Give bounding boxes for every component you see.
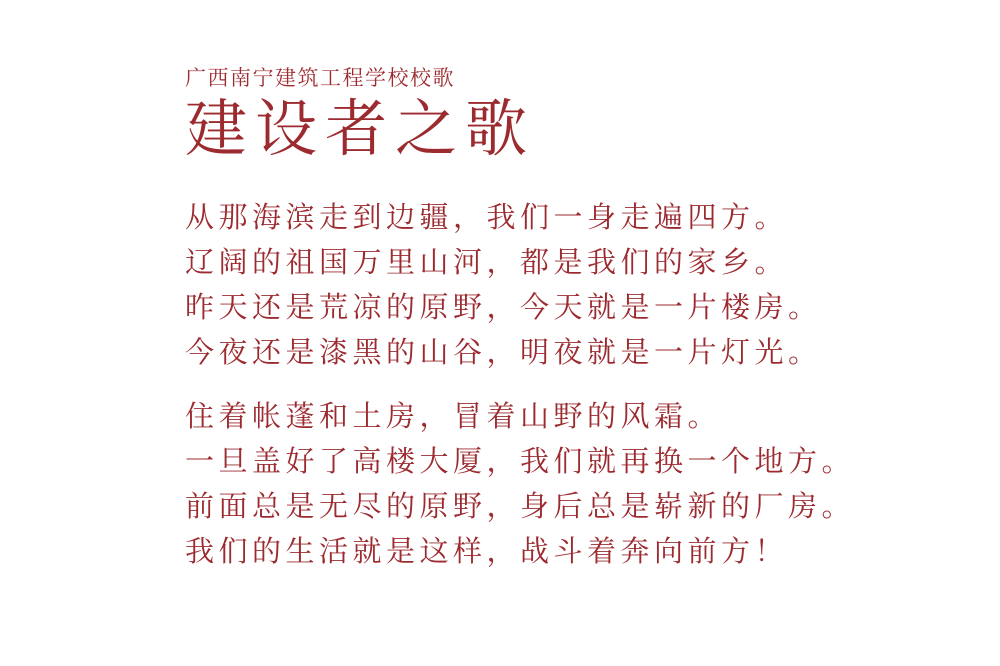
poem-document bbox=[185, 64, 855, 575]
poem-line: 前面总是无尽的原野，身后总是崭新的厂房。 bbox=[185, 490, 856, 523]
poem-line: 一旦盖好了高楼大厦，我们就再换一个地方。 bbox=[185, 445, 856, 478]
poem-line: 今夜还是漆黑的山谷，明夜就是一片灯光。 bbox=[185, 336, 822, 369]
poem-line: 昨天还是荒凉的原野，今天就是一片楼房。 bbox=[185, 291, 822, 324]
stanza-2 bbox=[185, 395, 855, 575]
poem-line: 辽阔的祖国万里山河，都是我们的家乡。 bbox=[185, 246, 789, 279]
poem-line: 我们的生活就是这样，战斗着奔向前方！ bbox=[185, 535, 789, 568]
poem-line: 住着帐蓬和土房，冒着山野的风霜。 bbox=[185, 400, 722, 433]
poem-subtitle: 广西南宁建筑工程学校校歌 bbox=[185, 66, 455, 90]
poem-line: 从那海滨走到边疆，我们一身走遍四方。 bbox=[185, 201, 789, 234]
stanza-1 bbox=[185, 196, 855, 376]
page-title: 建设者之歌 bbox=[185, 96, 536, 165]
